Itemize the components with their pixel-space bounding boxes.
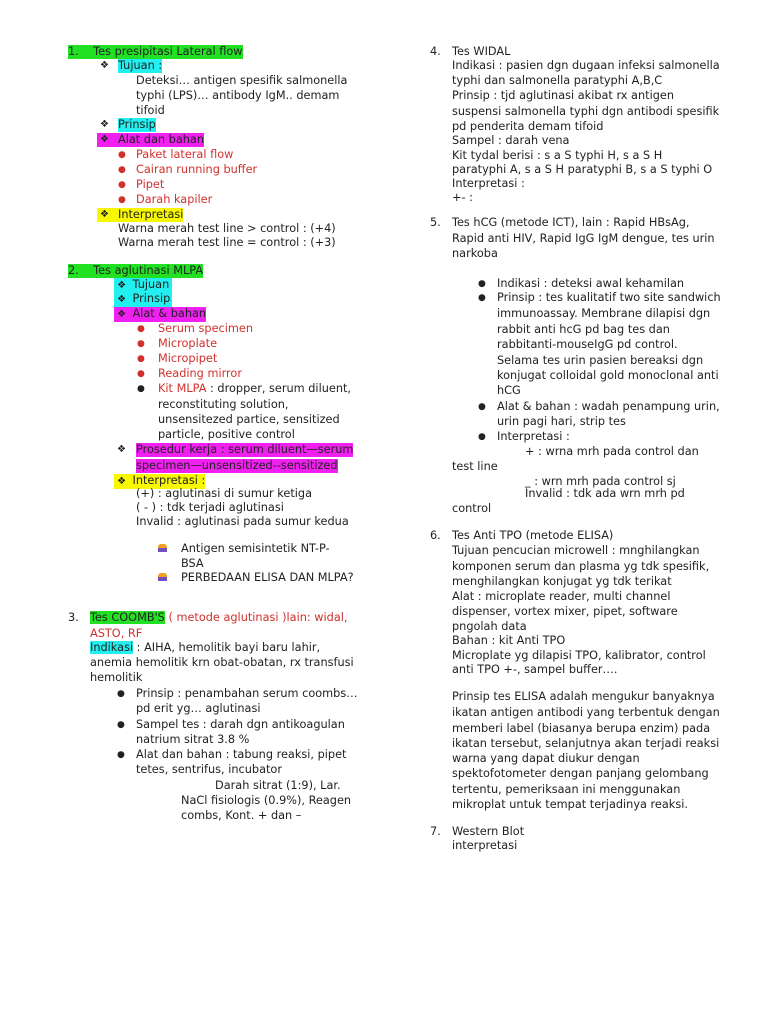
hand-bullet-icon: [158, 571, 167, 585]
body-text: +- :: [452, 191, 473, 204]
body-text: immunoassay. Membrane dilapisi dgn: [497, 307, 711, 320]
section-3-heading: [90, 611, 347, 625]
body-text: anemia hemolitik krn obat-obatan, rx transfusi: [90, 656, 354, 669]
section-2-heading: [68, 264, 203, 278]
tujuan-label: Tujuan :: [118, 59, 163, 72]
body-text: Microplate yg dilapisi TPO, kalibrator, control: [452, 649, 706, 662]
body-text: pd penderita demam tifoid: [452, 120, 604, 133]
section-number: 7.: [430, 825, 441, 838]
body-text: particle, positive control: [158, 428, 295, 441]
section-title: Tes aglutinasi MLPA: [93, 264, 204, 277]
section-1-heading: [68, 45, 243, 59]
bullet-icon: ●: [118, 165, 126, 175]
body-text: reconstituting solution,: [158, 398, 289, 411]
section-title: Tes presipitasi Lateral flow: [93, 45, 243, 58]
alat-label: [114, 307, 206, 322]
body-text: tetes, sentrifus, incubator: [136, 763, 282, 776]
body-text: unsensitezed partice, sensitized: [158, 413, 340, 426]
list-item: Micropipet: [158, 352, 218, 365]
bullet-icon: ●: [137, 324, 145, 334]
label-text: Tujuan: [132, 278, 170, 291]
list-item: Indikasi : deteksi awal kehamilan: [497, 277, 685, 290]
body-text: konjugat colloidal gold monoclonal anti: [497, 369, 719, 382]
kit-label: Kit MLPA: [158, 382, 207, 395]
body-text: Invalid : tdk ada wrn mrh pd: [525, 487, 685, 500]
note-text: PERBEDAAN ELISA DAN MLPA?: [181, 571, 354, 584]
bullet-icon: ●: [118, 150, 126, 160]
list-item: Alat & bahan : wadah penampung urin,: [497, 400, 720, 413]
body-text: suspensi salmonella typhi dgn antibodi spesifik: [452, 105, 720, 118]
diamond-bullet-icon: ❖: [100, 60, 109, 71]
body-text: interpretasi: [452, 839, 518, 852]
list-item: Interpretasi :: [497, 430, 570, 443]
body-text: memberi label (biasanya berupa enzim) pada: [452, 722, 711, 735]
section-title: Tes hCG (metode ICT), lain : Rapid HBsAg,: [452, 216, 690, 229]
body-text: : dropper, serum diluent,: [206, 382, 351, 395]
body-text: dispenser, vortex mixer, pipet, software: [452, 605, 678, 618]
bullet-icon: ●: [137, 354, 145, 364]
bullet-icon: ●: [118, 180, 126, 190]
body-text: Prinsip : tjd aglutinasi akibat rx antigen: [452, 89, 674, 102]
diamond-bullet-icon: ❖: [97, 133, 109, 147]
body-text: _ : wrn mrh pada control sj: [525, 475, 676, 488]
note-text: BSA: [181, 557, 204, 570]
section-title: Tes COOMB'S: [90, 611, 165, 624]
diamond-bullet-icon: ❖: [117, 444, 126, 455]
section-number: 2.: [68, 264, 79, 277]
body-text: (+) : aglutinasi di sumur ketiga: [136, 487, 313, 500]
prinsip-label: Prinsip: [118, 118, 156, 131]
body-text: control: [452, 502, 492, 515]
list-item: [158, 382, 351, 396]
label-text: Prinsip: [132, 292, 171, 305]
body-text: ( - ) : tdk terjadi aglutinasi: [136, 501, 284, 514]
section-number: 3.: [68, 611, 79, 624]
body-text: narkoba: [452, 247, 498, 260]
list-item: Reading mirror: [158, 367, 242, 380]
body-text: warna yang dapat diukur dengan: [452, 752, 640, 765]
bullet-icon: ●: [118, 195, 126, 205]
prinsip-label: [114, 292, 172, 307]
body-text: Alat : microplate reader, multi channel: [452, 590, 671, 603]
body-text: komponen serum dan plasma yg tdk spesifik,: [452, 560, 710, 573]
body-text: Deteksi… antigen spesifik salmonella: [136, 74, 348, 87]
bullet-icon: ●: [117, 750, 125, 760]
body-text: menghilangkan konjugat yg tdk terikat: [452, 575, 672, 588]
body-text: anti TPO +-, sampel buffer….: [452, 663, 618, 676]
body-text: Tujuan pencucian microwell : mnghilangkan: [452, 544, 700, 557]
body-text: rabbit anti hcG pd bag tes dan: [497, 323, 670, 336]
body-text: : AIHA, hemolitik bayi baru lahir,: [133, 641, 321, 654]
body-text: typhi (LPS)… antibody IgM.. demam: [136, 89, 340, 102]
body-text: Sampel : darah vena: [452, 134, 570, 147]
interpretasi-label: Interpretasi: [109, 208, 183, 222]
list-item: Alat dan bahan : tabung reaksi, pipet: [136, 748, 347, 761]
list-item: Paket lateral flow: [136, 148, 234, 161]
section-title: Western Blot: [452, 825, 525, 838]
bullet-icon: ●: [478, 402, 486, 412]
body-text: NaCl fisiologis (0.9%), Reagen: [181, 794, 352, 807]
body-text: combs, Kont. + dan –: [181, 809, 302, 822]
section-number: 5.: [430, 216, 441, 229]
bullet-icon: ●: [117, 689, 125, 699]
list-item: Prinsip : tes kualitatif two site sandwich: [497, 291, 721, 304]
list-item: Cairan running buffer: [136, 163, 258, 176]
diamond-bullet-icon: ❖: [100, 119, 109, 130]
alat-label: Alat dan bahan: [109, 133, 204, 147]
body-text: Prinsip tes ELISA adalah mengukur banyaknya: [452, 690, 715, 703]
body-text: paratyphi A, s a S H paratyphi B, s a S typhi O: [452, 163, 713, 176]
body-text: Invalid : aglutinasi pada sumur kedua: [136, 515, 349, 528]
body-text: urin pagi hari, strip tes: [497, 415, 626, 428]
section-number: 4.: [430, 45, 441, 58]
bullet-icon: ●: [117, 720, 125, 730]
body-text: pngolah data: [452, 620, 527, 633]
diamond-bullet-icon: ❖: [114, 294, 133, 305]
indikasi-label: Indikasi: [90, 641, 134, 654]
bullet-icon: ●: [137, 339, 145, 349]
list-item: Serum specimen: [158, 322, 253, 335]
bullet-icon: ●: [478, 279, 486, 289]
tujuan-label: [114, 278, 172, 293]
body-text: Interpretasi :: [452, 177, 525, 190]
body-text: typhi dan salmonella paratyphi A,B,C: [452, 74, 663, 87]
list-item: Prinsip : penambahan serum coombs…: [136, 687, 358, 700]
list-item: Sampel tes : darah dgn antikoagulan: [136, 718, 345, 731]
body-text: hemolitik: [90, 671, 143, 684]
section-number: 1.: [68, 45, 79, 58]
body-text: ikatan antigen antibodi yang terbentuk dengan: [452, 706, 720, 719]
bullet-icon: ●: [478, 432, 486, 442]
body-text: Rapid anti HIV, Rapid IgG IgM dengue, tes urin: [452, 232, 715, 245]
list-item: Darah kapiler: [136, 193, 213, 206]
body-text: + : wrna mrh pada control dan: [525, 445, 699, 458]
body-text: tifoid: [136, 104, 165, 117]
diamond-bullet-icon: ❖: [97, 208, 109, 222]
body-text: hCG: [497, 384, 521, 397]
section-title: Tes WIDAL: [452, 45, 511, 58]
body-text: Bahan : kit Anti TPO: [452, 634, 566, 647]
body-text: ikatan tersebut, selanjutnya akan terjadi reaksi: [452, 737, 720, 750]
section-title: Tes Anti TPO (metode ELISA): [452, 529, 614, 542]
list-item: Microplate: [158, 337, 218, 350]
body-text: Indikasi : pasien dgn dugaan infeksi salmonella: [452, 59, 720, 72]
bullet-icon: ●: [137, 384, 145, 394]
label-text: Alat & bahan: [132, 307, 207, 320]
list-item: Pipet: [136, 178, 165, 191]
diamond-bullet-icon: ❖: [114, 476, 133, 487]
body-text: test line: [452, 460, 498, 473]
prosedur-label: specimen—unsensitized--sensitized: [136, 459, 338, 472]
body-text: mikroplat untuk tempat terjadinya reaksi.: [452, 798, 688, 811]
body-text: natrium sitrat 3.8 %: [136, 733, 250, 746]
indikasi-line: [90, 641, 320, 655]
section-subtitle: ( metode aglutinasi )lain: widal,: [164, 611, 348, 624]
prosedur-label: Prosedur kerja : serum diluent—serum: [136, 443, 354, 456]
body-text: tertentu, pemeriksaan ini menggunakan: [452, 783, 681, 796]
body-text: pd erit yg… aglutinasi: [136, 702, 261, 715]
section-number: 6.: [430, 529, 441, 542]
section-subtitle: ASTO, RF: [90, 627, 143, 640]
body-text: Warna merah test line > control : (+4): [118, 222, 336, 235]
bullet-icon: ●: [478, 293, 486, 303]
body-text: spektofotometer dengan panjang gelombang: [452, 767, 709, 780]
note-text: Antigen semisintetik NT-P-: [181, 542, 330, 555]
diamond-bullet-icon: ❖: [114, 309, 133, 320]
bullet-icon: ●: [137, 369, 145, 379]
body-text: Selama tes urin pasien bereaksi dgn: [497, 354, 704, 367]
body-text: rabbitanti-mouseIgG pd control.: [497, 338, 678, 351]
hand-bullet-icon: [158, 542, 167, 556]
body-text: Kit tydal berisi : s a S typhi H, s a S H: [452, 149, 663, 162]
body-text: Warna merah test line = control : (+3): [118, 236, 336, 249]
label-text: Interpretasi :: [132, 474, 206, 487]
diamond-bullet-icon: ❖: [114, 280, 133, 291]
body-text: Darah sitrat (1:9), Lar.: [215, 779, 341, 792]
